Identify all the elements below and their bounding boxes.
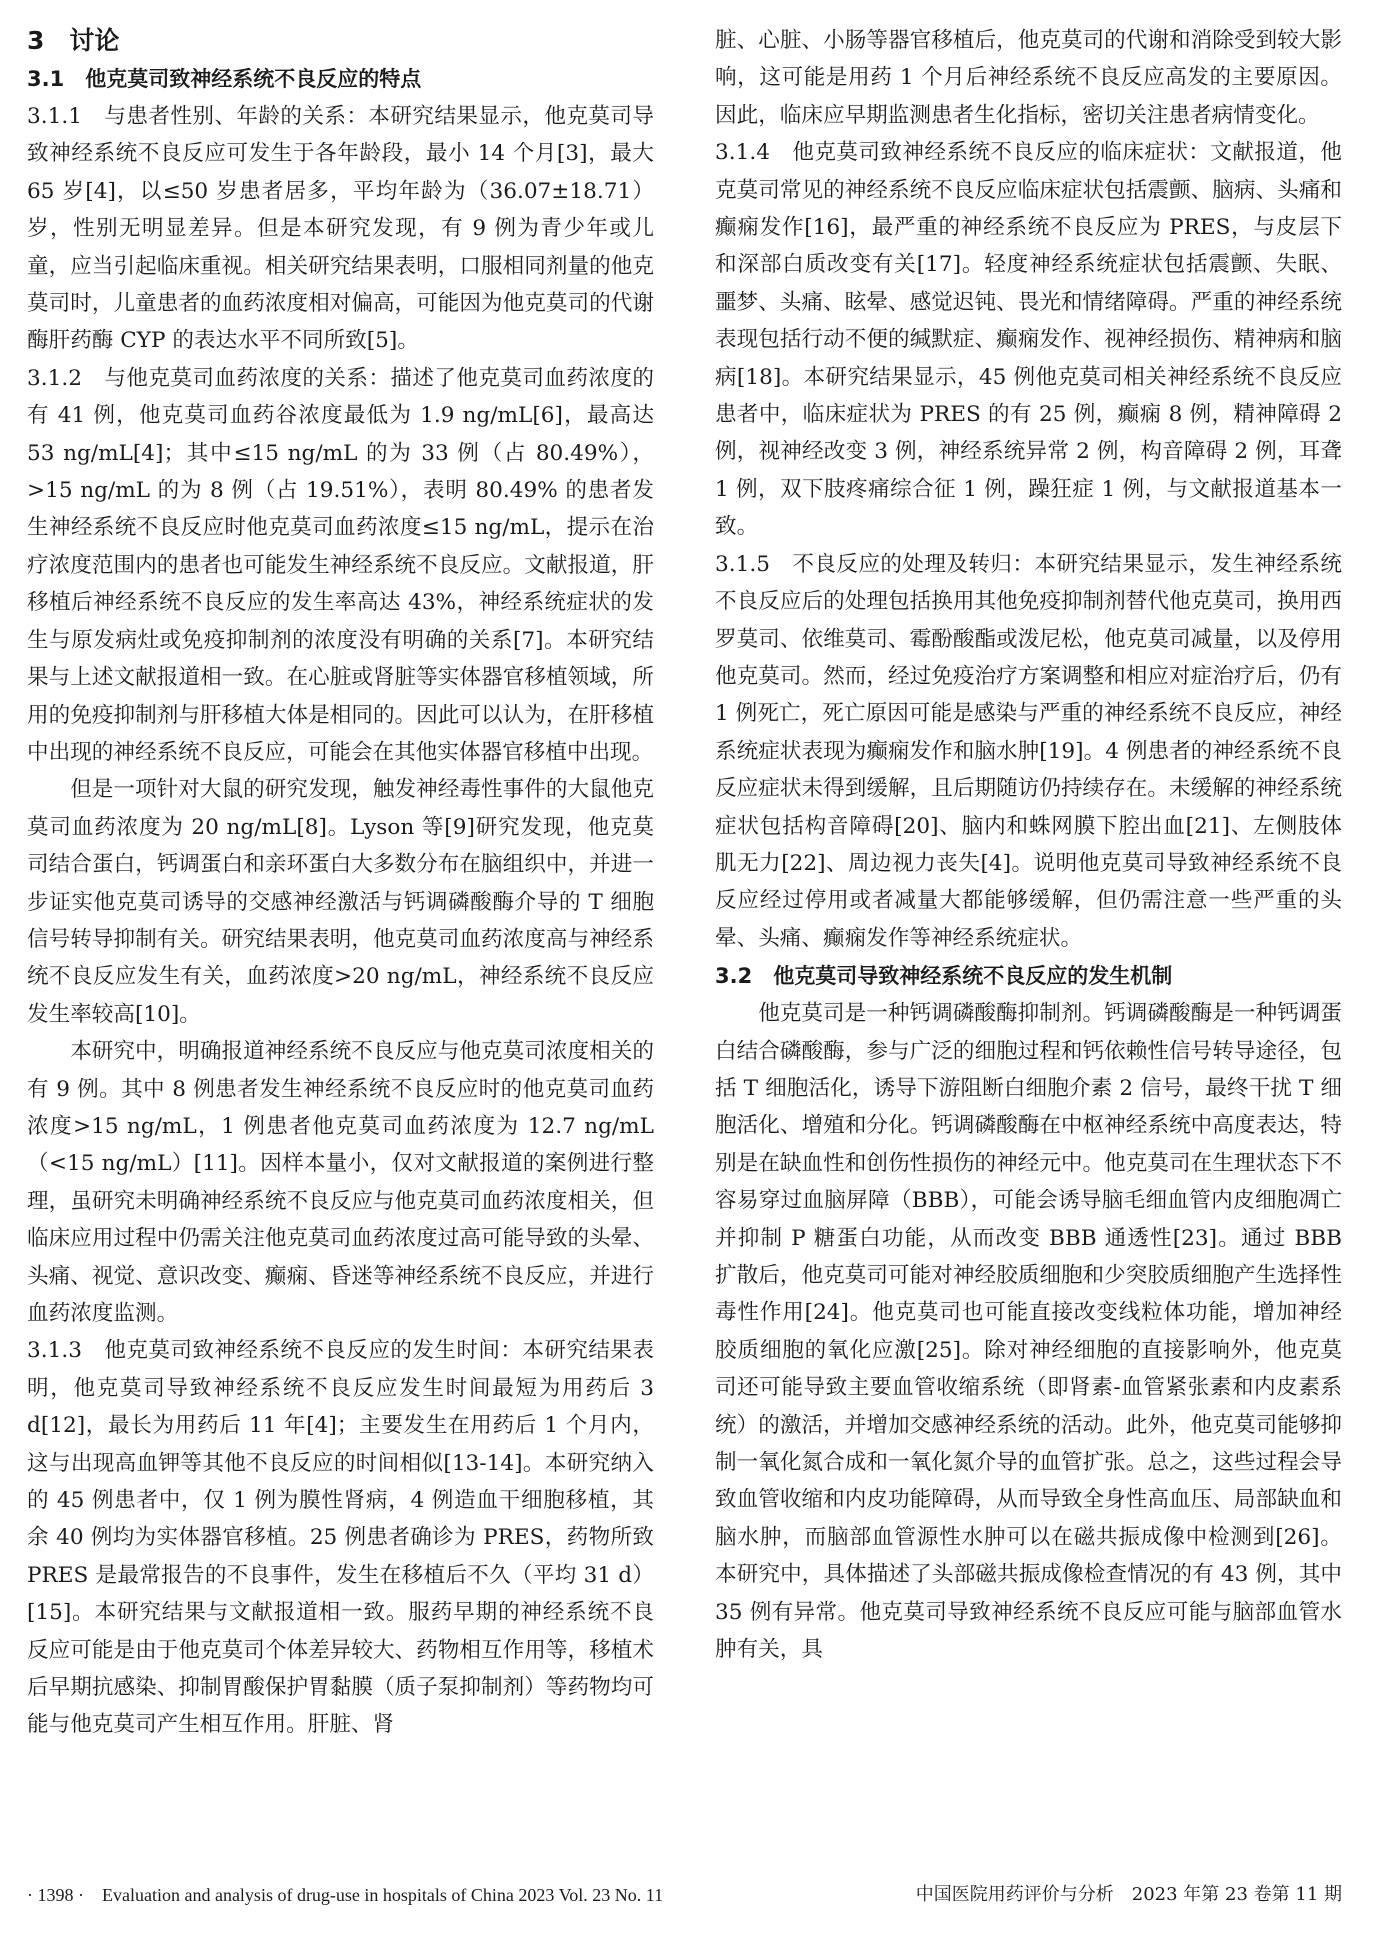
subsection-heading-3-2: 3.2 他克莫司导致神经系统不良反应的发生机制 — [715, 964, 1173, 989]
paragraph-concentration-cases: 本研究中，明确报道神经系统不良反应与他克莫司浓度相关的有 9 例。其中 8 例患者发生神经系统不良反应时的他克莫司血药浓度>15 ng/mL，1 例患者他克莫司血药浓度为 12.7 ng/mL（<15 ng/mL）[11]。因样本量小，仅对文献报道的案例进行整理，虽研究未明确神经系统不良反应与他克莫司血药浓度相关，但临床应用过程中仍需关注他克莫司血药浓度过高可能导致的头晕、头痛、视觉、意识改变、癫痫、昏迷等神经系统不良反应，并进行血药浓度监测。 — [27, 1039, 654, 1326]
paragraph-3-1-5: 3.1.5 不良反应的处理及转归：本研究结果显示，发生神经系统不良反应后的处理包括换用其他免疫抑制剂替代他克莫司，换用西罗莫司、依维莫司、霉酚酸酯或泼尼松，他克莫司减量，以及停用他克莫司。然而，经过免疫治疗方案调整和相应对症治疗后，仍有 1 例死亡，死亡原因可能是感染与严重的神经系统不良反应，神经系统症状表现为癫痫发作和脑水肿[19]。4 例患者的神经系统不良反应症状未得到缓解，且后期随访仍持续存在。未缓解的神经系统症状包括构音障碍[20]、脑内和蛛网膜下腔出血[21]、左侧肢体肌无力[22]、周边视力丧失[4]。说明他克莫司导致神经系统不良反应经过停用或者减量大都能够缓解，但仍需注意一些严重的头晕、头痛、癫痫发作等神经系统症状。 — [715, 551, 1342, 951]
paragraph-3-1-1: 3.1.1 与患者性别、年龄的关系：本研究结果显示，他克莫司导致神经系统不良反应可发生于各年龄段，最小 14 个月[3]，最大 65 岁[4]，以≤50 岁患者居多，平均年龄为（36.07±18.71）岁，性别无明显差异。但是本研究发现，有 9 例为青少年或儿童，应当引起临床重视。相关研究结果表明，口服相同剂量的他克莫司时，儿童患者的血药浓度相对偏高，可能因为他克莫司的代谢酶肝药酶 CYP 的表达水平不同所致[5]。 — [27, 104, 654, 354]
subsection-heading-3-1: 3.1 他克莫司致神经系统不良反应的特点 — [27, 67, 422, 91]
footer-journal-chinese: 中国医院用药评价与分析 2023 年第 23 卷第 11 期 — [915, 1884, 1342, 1905]
right-column — [715, 22, 1342, 1668]
paragraph-rat-study: 但是一项针对大鼠的研究发现，触发神经毒性事件的大鼠他克莫司血药浓度为 20 ng/mL[8]。Lyson 等[9]研究发现，他克莫司结合蛋白，钙调蛋白和亲环蛋白大多数分布在脑组织中，并进一步证实他克莫司诱导的交感神经激活与钙调磷酸酶介导的 T 细胞信号转导抑制有关。研究结果表明，他克莫司血药浓度高与神经系统不良反应发生有关，血药浓度>20 ng/mL，神经系统不良反应发生率较高[10]。 — [27, 777, 654, 1027]
left-column — [27, 22, 654, 1744]
paragraph-3-1-4: 3.1.4 他克莫司致神经系统不良反应的临床症状：文献报道，他克莫司常见的神经系统不良反应临床症状包括震颤、脑病、头痛和癫痫发作[16]，最严重的神经系统不良反应为 PRES，与皮层下和深部白质改变有关[17]。轻度神经系统症状包括震颤、失眠、噩梦、头痛、眩晕、感觉迟钝、畏光和情绪障碍。严重的神经系统表现包括行动不便的缄默症、癫痫发作、视神经损伤、精神病和脑病[18]。本研究结果显示，45 例他克莫司相关神经系统不良反应患者中，临床症状为 PRES 的有 25 例，癫痫 8 例，精神障碍 2 例，视神经改变 3 例，神经系统异常 2 例，构音障碍 2 例，耳聋 1 例，双下肢疼痛综合征 1 例，躁狂症 1 例，与文献报道基本一致。 — [715, 140, 1342, 540]
paragraph-3-1-2: 3.1.2 与他克莫司血药浓度的关系：描述了他克莫司血药浓度的有 41 例，他克莫司血药谷浓度最低为 1.9 ng/mL[6]，最高达 53 ng/mL[4]；其中≤15 ng/mL 的为 33 例（占 80.49%），>15 ng/mL 的为 8 例（占 19.51%），表明 80.49% 的患者发生神经系统不良反应时他克莫司血药浓度≤15 ng/mL，提示在治疗浓度范围内的患者也可能发生神经系统不良反应。文献报道，肝移植后神经系统不良反应的发生率高达 43%，神经系统症状的发生与原发病灶或免疫抑制剂的浓度没有明确的关系[7]。本研究结果与上述文献报道相一致。在心脏或肾脏等实体器官移植领域，所用的免疫抑制剂与肝移植大体是相同的。因此可以认为，在肝移植中出现的神经系统不良反应，可能会在其他实体器官移植中出现。 — [27, 365, 654, 765]
footer-journal-english: · 1398 · Evaluation and analysis of drug-use in hospitals of China 2023 Vol. 23 No. 11 — [27, 1885, 664, 1905]
section-heading: 3 讨论 — [27, 26, 120, 55]
page-footer — [27, 1880, 1342, 1910]
paragraph-continuation: 脏、心脏、小肠等器官移植后，他克莫司的代谢和消除受到较大影响，这可能是用药 1 个月后神经系统不良反应高发的主要原因。因此，临床应早期监测患者生化指标，密切关注患者病情变化。 — [715, 28, 1342, 128]
paragraph-3-1-3: 3.1.3 他克莫司致神经系统不良反应的发生时间：本研究结果表明，他克莫司导致神经系统不良反应发生时间最短为用药后 3 d[12]，最长为用药后 11 年[4]；主要发生在用药后 1 个月内，这与出现高血钾等其他不良反应的时间相似[13-14]。本研究纳入的 45 例患者中，仅 1 例为膜性肾病，4 例造血干细胞移植，其余 40 例均为实体器官移植。25 例患者确诊为 PRES，药物所致 PRES 是最常报告的不良事件，发生在移植后不久（平均 31 d）[15]。本研究结果与文献报道相一致。服药早期的神经系统不良反应可能是由于他克莫司个体差异较大、药物相互作用等，移植术后早期抗感染、抑制胃酸保护胃黏膜（质子泵抑制剂）等药物均可能与他克莫司产生相互作用。肝脏、肾 — [27, 1338, 654, 1738]
paragraph-mechanism: 他克莫司是一种钙调磷酸酶抑制剂。钙调磷酸酶是一种钙调蛋白结合磷酸酶，参与广泛的细胞过程和钙依赖性信号转导途径，包括 T 细胞活化，诱导下游阻断白细胞介素 2 信号，最终干扰 T 细胞活化、增殖和分化。钙调磷酸酶在中枢神经系统中高度表达，特别是在缺血性和创伤性损伤的神经元中。他克莫司在生理状态下不容易穿过血脑屏障（BBB），可能会诱导脑毛细血管内皮细胞凋亡并抑制 P 糖蛋白功能，从而改变 BBB 通透性[23]。通过 BBB 扩散后，他克莫司可能对神经胶质细胞和少突胶质细胞产生选择性毒性作用[24]。他克莫司也可能直接改变线粒体功能，增加神经胶质细胞的氧化应激[25]。除对神经细胞的直接影响外，他克莫司还可能导致主要血管收缩系统（即肾素-血管紧张素和内皮素系统）的激活，并增加交感神经系统的活动。此外，他克莫司能够抑制一氧化氮合成和一氧化氮介导的血管扩张。总之，这些过程会导致血管收缩和内皮功能障碍，从而导致全身性高血压、局部缺血和脑水肿，而脑部血管源性水肿可以在磁共振成像中检测到[26]。本研究中，具体描述了头部磁共振成像检查情况的有 43 例，其中 35 例有异常。他克莫司导致神经系统不良反应可能与脑部血管水肿有关，具 — [715, 1001, 1342, 1663]
